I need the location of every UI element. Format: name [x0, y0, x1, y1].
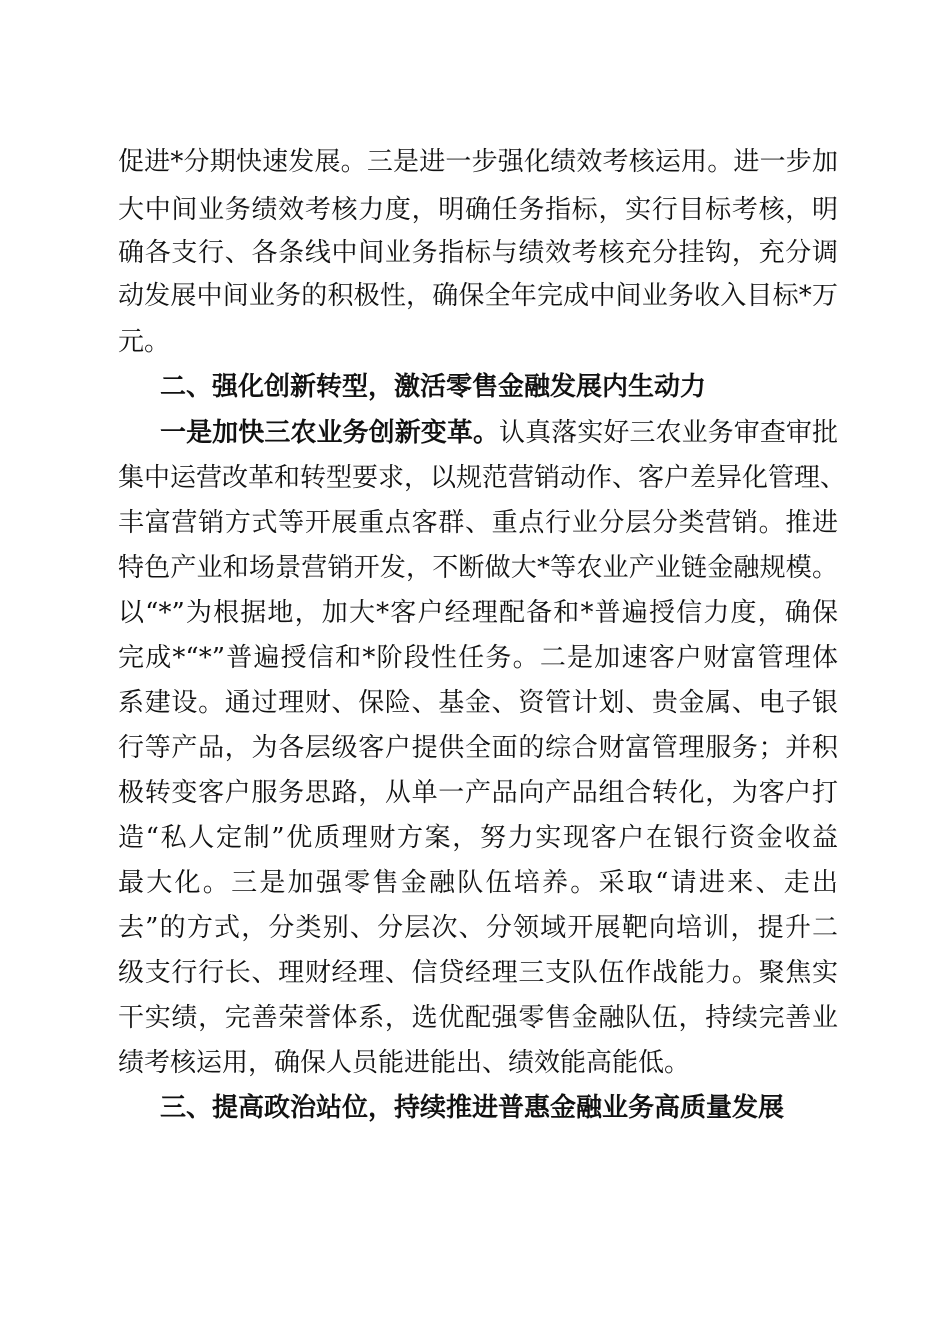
paragraph-line: 完成*“*”普遍授信和*阶段性任务。二是加速客户财富管理体 — [118, 643, 838, 673]
paragraph-line: 极转变客户服务思路，从单一产品向产品组合转化，为客户打 — [118, 778, 838, 808]
paragraph-line: 干实绩，完善荣誉体系，选优配强零售金融队伍，持续完善业 — [118, 1003, 838, 1033]
paragraph-line: 绩考核运用，确保人员能进能出、绩效能高能低。 — [118, 1048, 691, 1078]
paragraph-line: 行等产品，为各层级客户提供全面的综合财富管理服务；并积 — [118, 733, 838, 763]
paragraph-line: 系建设。通过理财、保险、基金、资管计划、贵金属、电子银 — [118, 688, 838, 718]
paragraph-line: 元。 — [118, 327, 171, 357]
paragraph-line: 丰富营销方式等开展重点客群、重点行业分层分类营销。推进 — [118, 508, 838, 538]
paragraph-line: 去”的方式，分类别、分层次、分领域开展靶向培训，提升二 — [118, 913, 838, 943]
paragraph-line: 大中间业务绩效考核力度，明确任务指标，实行目标考核，明 — [118, 195, 838, 225]
paragraph-line: 最大化。三是加强零售金融队伍培养。采取“请进来、走出 — [118, 868, 838, 898]
paragraph-line: 特色产业和场景营销开发，不断做大*等农业产业链金融规模。 — [118, 553, 838, 583]
paragraph-line: 级支行行长、理财经理、信贷经理三支队伍作战能力。聚焦实 — [118, 958, 838, 988]
paragraph-line: 促进*分期快速发展。三是进一步强化绩效考核运用。进一步加 — [118, 147, 838, 177]
paragraph-line: 动发展中间业务的积极性，确保全年完成中间业务收入目标*万 — [118, 281, 838, 311]
paragraph-first-line-rest: 认真落实好三农业务审查审批 — [499, 418, 838, 448]
paragraph-line: 集中运营改革和转型要求，以规范营销动作、客户差异化管理、 — [118, 463, 847, 493]
section-heading-2: 二、强化创新转型，激活零售金融发展内生动力 — [160, 372, 707, 402]
paragraph-first-line — [160, 413, 838, 453]
paragraph-lead-text: 一是加快三农业务创新变革。 — [160, 418, 500, 448]
section-heading-3: 三、提高政治站位，持续推进普惠金融业务高质量发展 — [160, 1093, 785, 1123]
paragraph-line: 确各支行、各条线中间业务指标与绩效考核充分挂钩，充分调 — [118, 238, 838, 268]
paragraph-line: 造“私人定制”优质理财方案，努力实现客户在银行资金收益 — [118, 823, 838, 853]
paragraph-line: 以“*”为根据地，加大*客户经理配备和*普遍授信力度，确保 — [118, 598, 838, 628]
